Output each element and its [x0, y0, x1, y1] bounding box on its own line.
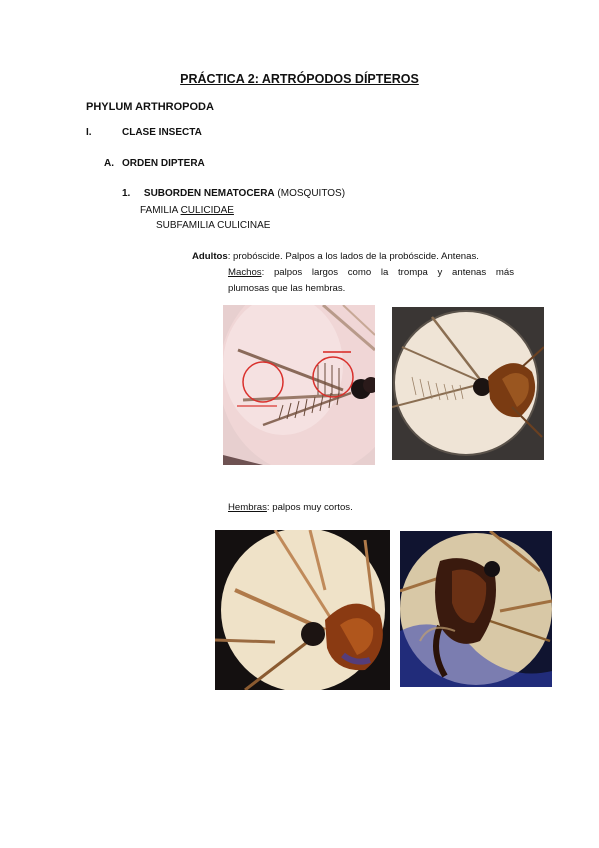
subfamily-line: SUBFAMILIA CULICINAE [156, 220, 271, 231]
suborder-heading: SUBORDEN NEMATOCERA [143, 188, 275, 199]
adults-label: Adultos [192, 251, 228, 262]
adults-text: : probóscide. Palpos a los lados de la probóscide. Antenas. [227, 251, 479, 262]
order-letter: A. [104, 158, 114, 169]
class-number: I. [86, 127, 92, 138]
males-line-1 [228, 267, 514, 278]
male-photo-annotated [223, 305, 375, 465]
males-line-2: plumosas que las hembras. [228, 283, 346, 294]
suborder-common-name: (MOSQUITOS) [274, 188, 346, 199]
males-label: Machos [228, 267, 262, 278]
order-heading: ORDEN DIPTERA [122, 158, 205, 169]
female-photo-1 [215, 530, 390, 690]
family-name: CULICIDAE [180, 205, 234, 216]
page-title: PRÁCTICA 2: ARTRÓPODOS DÍPTEROS [180, 72, 419, 86]
female-photo-2 [400, 531, 552, 687]
females-line [228, 502, 353, 513]
females-label: Hembras [228, 502, 267, 513]
suborder-line [122, 188, 345, 199]
phylum-heading: PHYLUM ARTHROPODA [86, 101, 214, 113]
class-heading: CLASE INSECTA [122, 127, 202, 138]
suborder-number: 1. [122, 188, 131, 199]
adults-line [192, 251, 479, 262]
males-text-1: : palpos largos como la trompa y antenas más [261, 267, 514, 278]
family-prefix: FAMILIA [140, 205, 181, 216]
females-text: : palpos muy cortos. [266, 502, 353, 513]
family-line [140, 205, 234, 216]
male-photo-2 [392, 307, 544, 460]
